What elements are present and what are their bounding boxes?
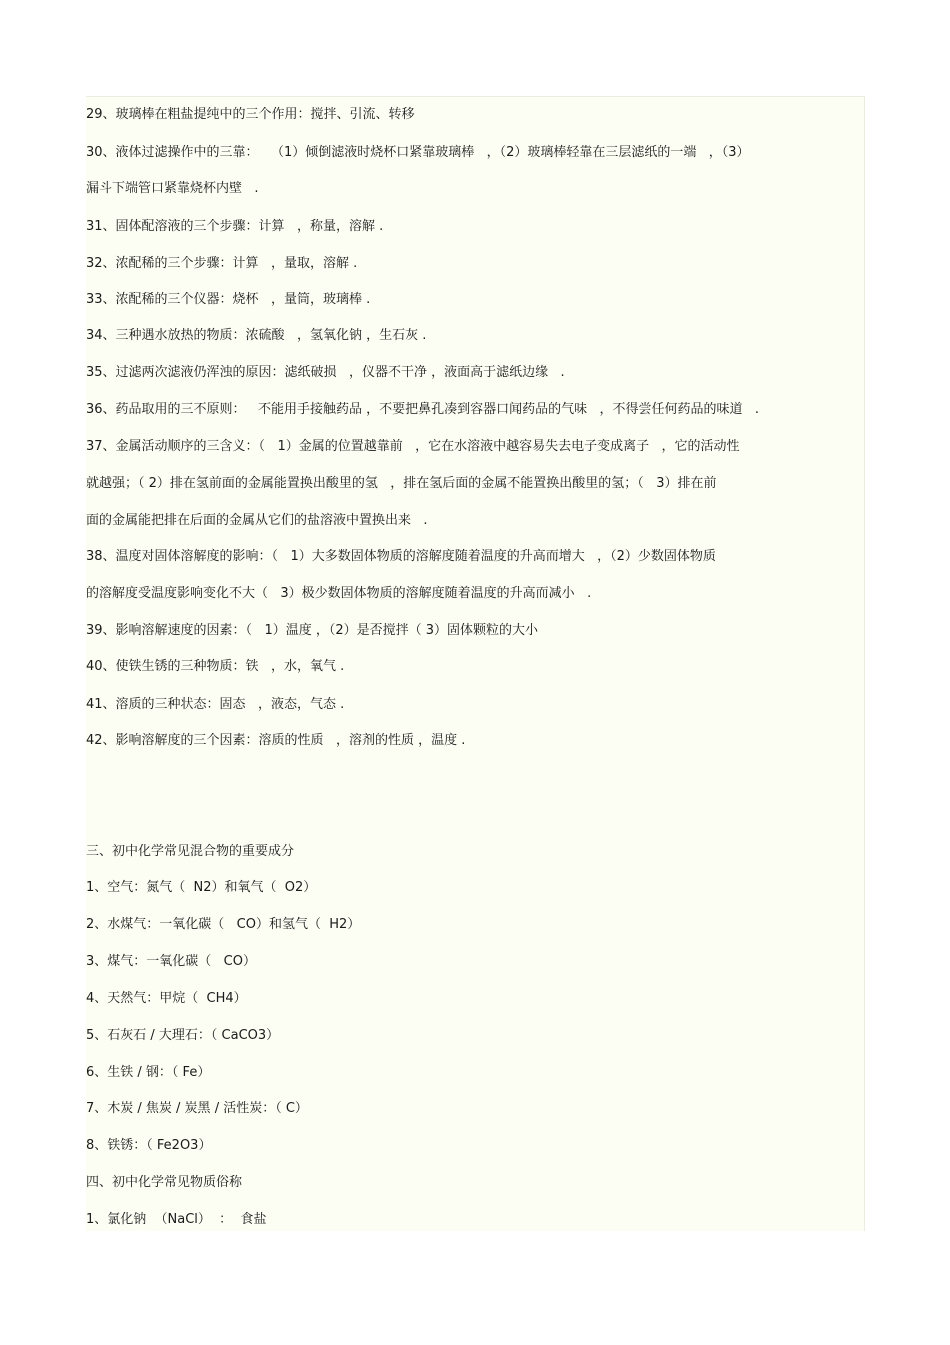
mixture-1: 1、空气：氮气（ N2）和氧气（ O2） [86,880,317,895]
common-name-1: 1、氯化钠 （NaCl） ： 食盐 [86,1212,267,1227]
item-39: 39、影响溶解速度的因素：（ 1）温度 ，（2）是否搅拌（ 3）固体颗粒的大小 [86,623,539,638]
mixture-4: 4、天然气：甲烷（ CH4） [86,991,247,1006]
mixture-8: 8、铁锈：（ Fe2O3） [86,1138,212,1153]
mixture-5: 5、石灰石 / 大理石：（ CaCO3） [86,1028,280,1043]
mixture-7: 7、木炭 / 焦炭 / 炭黑 / 活性炭：（ C） [86,1101,308,1116]
item-41: 41、溶质的三种状态：固态 ，液态，气态 . [86,697,345,712]
item-29: 29、玻璃棒在粗盐提纯中的三个作用：搅拌、引流、转移 [86,107,415,122]
item-35: 35、过滤两次滤液仍浑浊的原因：滤纸破损 ，仪器不干净 ，液面高于滤纸边缘 . [86,365,565,380]
item-34: 34、三种遇水放热的物质：浓硫酸 ，氢氧化钠 ，生石灰 . [86,328,427,343]
item-30-cont: 漏斗下端管口紧靠烧杯内壁 . [86,181,259,196]
item-37-cont-1: 就越强；（ 2）排在氢前面的金属能置换出酸里的氢 ，排在氢后面的金属不能置换出酸里的氢；（ 3）排在前 [86,476,717,491]
mixture-6: 6、生铁 / 钢：（ Fe） [86,1065,211,1080]
item-37-cont-2: 面的金属能把排在后面的金属从它们的盐溶液中置换出来 . [86,513,428,528]
mixture-3: 3、煤气：一氧化碳（ CO） [86,954,256,969]
item-33: 33、浓配稀的三个仪器：烧杯 ，量筒，玻璃棒 . [86,292,371,307]
item-42: 42、影响溶解度的三个因素：溶质的性质 ，溶剂的性质 ，温度 . [86,733,466,748]
mixture-2: 2、水煤气：一氧化碳（ CO）和氢气（ H2） [86,917,361,932]
item-32: 32、浓配稀的三个步骤：计算 ，量取，溶解 . [86,256,358,271]
item-30: 30、液体过滤操作中的三靠： （1）倾倒滤液时烧杯口紧靠玻璃棒 ，（2）玻璃棒轻靠在三层滤纸的一端 ，（3） [86,145,750,160]
item-38-cont: 的溶解度受温度影响变化不大（ 3）极少数固体物质的溶解度随着温度的升高而减小 . [86,586,592,601]
section-heading-common-names: 四、初中化学常见物质俗称 [86,1175,243,1190]
section-heading-mixtures: 三、初中化学常见混合物的重要成分 [86,844,295,859]
item-38: 38、温度对固体溶解度的影响：（ 1）大多数固体物质的溶解度随着温度的升高而增大 ，（2）少数固体物质 [86,549,716,564]
item-37: 37、金属活动顺序的三含义：（ 1）金属的位置越靠前 ，它在水溶液中越容易失去电子变成离子 ，它的活动性 [86,439,740,454]
item-40: 40、使铁生锈的三种物质：铁 ，水，氧气 . [86,659,345,674]
item-31: 31、固体配溶液的三个步骤：计算 ，称量，溶解 . [86,219,384,234]
item-36: 36、药品取用的三不原则： 不能用手接触药品 ，不要把鼻孔凑到容器口闻药品的气味 ，不得尝任何药品的味道 . [86,402,759,417]
